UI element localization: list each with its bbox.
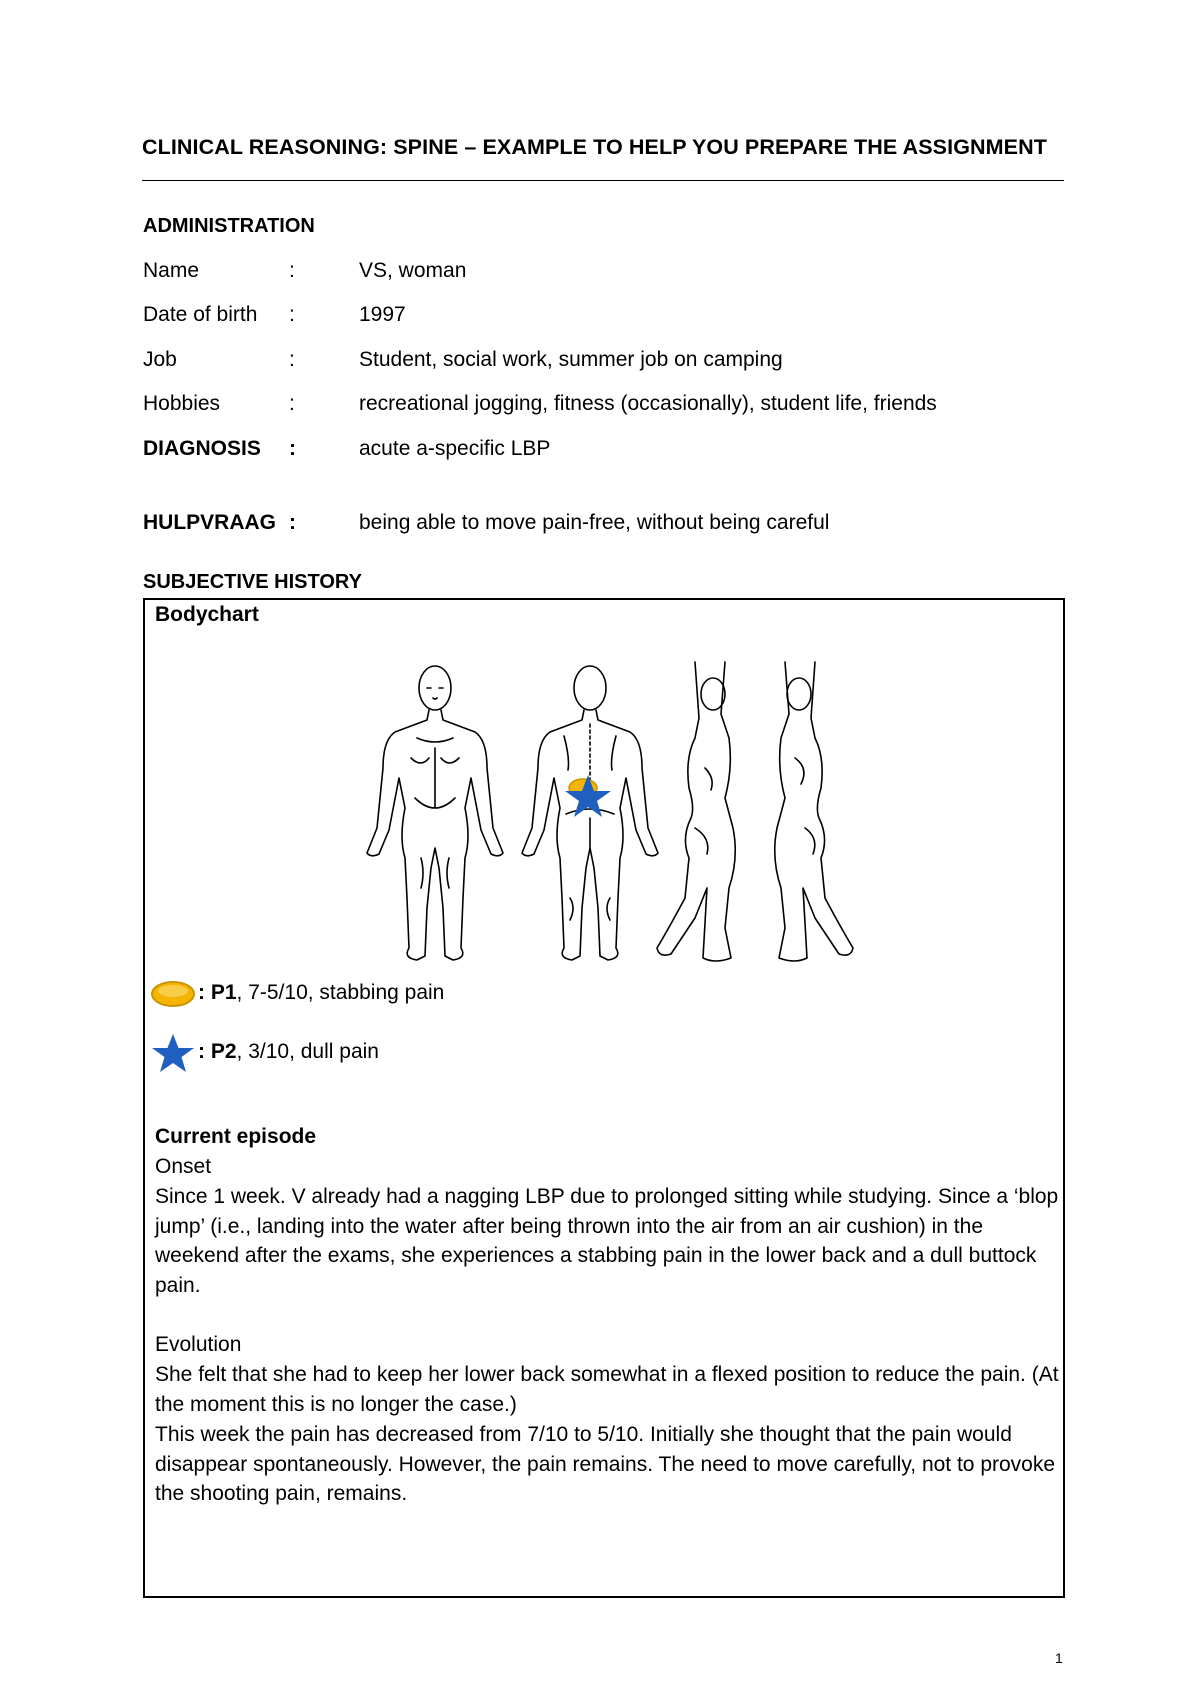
legend-text bbox=[198, 981, 444, 1005]
legend-description: , 3/10, dull pain bbox=[236, 1040, 379, 1063]
body-chart-figures bbox=[355, 658, 865, 968]
admin-label: Date of birth bbox=[143, 303, 258, 326]
legend-description: , 7-5/10, stabbing pain bbox=[236, 981, 445, 1004]
body-figure-back bbox=[522, 666, 658, 960]
body-figure-front bbox=[367, 666, 503, 960]
admin-separator: : bbox=[289, 392, 295, 415]
legend-code: P2 bbox=[210, 1040, 237, 1063]
bodychart-label: Bodychart bbox=[155, 603, 259, 626]
evolution-paragraph-2: This week the pain has decreased from 7/10 to 5/10. Initially she thought that the pain would disappear spontaneously. However, the pain remains. The need to move carefully, not to provoke the shooting pain, remains. bbox=[155, 1423, 1056, 1506]
body-figure-side-left bbox=[657, 662, 735, 961]
admin-separator: : bbox=[289, 348, 295, 371]
admin-label: Name bbox=[143, 259, 200, 282]
admin-value: recreational jogging, fitness (occasionally), student life, friends bbox=[359, 392, 937, 415]
admin-row-job bbox=[143, 348, 1093, 374]
admin-row-hulpvraag bbox=[143, 511, 1093, 537]
admin-value: 1997 bbox=[359, 303, 406, 326]
admin-value: VS, woman bbox=[359, 259, 467, 282]
admin-label: HULPVRAAG bbox=[143, 511, 277, 534]
legend-code: P1 bbox=[210, 981, 237, 1004]
evolution-paragraph-1: She felt that she had to keep her lower back somewhat in a flexed position to reduce the pain. (At the moment this is no longer the case.) bbox=[155, 1363, 1059, 1416]
admin-row-name bbox=[143, 259, 1093, 285]
admin-row-date-of-birth bbox=[143, 303, 1093, 329]
admin-value: being able to move pain-free, without being careful bbox=[359, 511, 830, 534]
body-figure-side-right bbox=[775, 662, 853, 961]
evolution-heading: Evolution bbox=[155, 1333, 242, 1356]
admin-label: Job bbox=[143, 348, 177, 371]
admin-row-hobbies bbox=[143, 392, 1093, 418]
admin-value: Student, social work, summer job on camping bbox=[359, 348, 783, 371]
subjective-history-heading: SUBJECTIVE HISTORY bbox=[143, 571, 362, 593]
legend-separator: : bbox=[198, 1040, 205, 1063]
admin-label: Hobbies bbox=[143, 392, 221, 415]
page-number: 1 bbox=[1055, 1650, 1063, 1666]
document-title: CLINICAL REASONING: SPINE – EXAMPLE TO HELP YOU PREPARE THE ASSIGNMENT bbox=[142, 135, 1047, 159]
title-divider bbox=[142, 180, 1064, 181]
legend-text bbox=[198, 1040, 379, 1064]
admin-label: DIAGNOSIS bbox=[143, 437, 261, 460]
admin-separator: : bbox=[289, 259, 295, 282]
admin-value: acute a-specific LBP bbox=[359, 437, 551, 460]
legend-separator: : bbox=[198, 981, 205, 1004]
admin-separator: : bbox=[289, 303, 295, 326]
current-episode-heading: Current episode bbox=[155, 1125, 317, 1148]
onset-paragraph: Since 1 week. V already had a nagging LBP due to prolonged sitting while studying. Since a ‘blop jump’ (i.e., landing into the water after being thrown into the air from an air cushion) in the weekend after the exams, she experiences a stabbing pain in the lower back and a dull buttock pain. bbox=[155, 1185, 1059, 1298]
onset-heading: Onset bbox=[155, 1155, 212, 1178]
administration-heading: ADMINISTRATION bbox=[143, 215, 315, 237]
blue-star-icon bbox=[150, 1033, 196, 1073]
admin-row-diagnosis bbox=[143, 437, 1093, 463]
admin-separator: : bbox=[289, 511, 296, 534]
yellow-ellipse-icon bbox=[150, 976, 196, 1012]
admin-separator: : bbox=[289, 437, 296, 460]
